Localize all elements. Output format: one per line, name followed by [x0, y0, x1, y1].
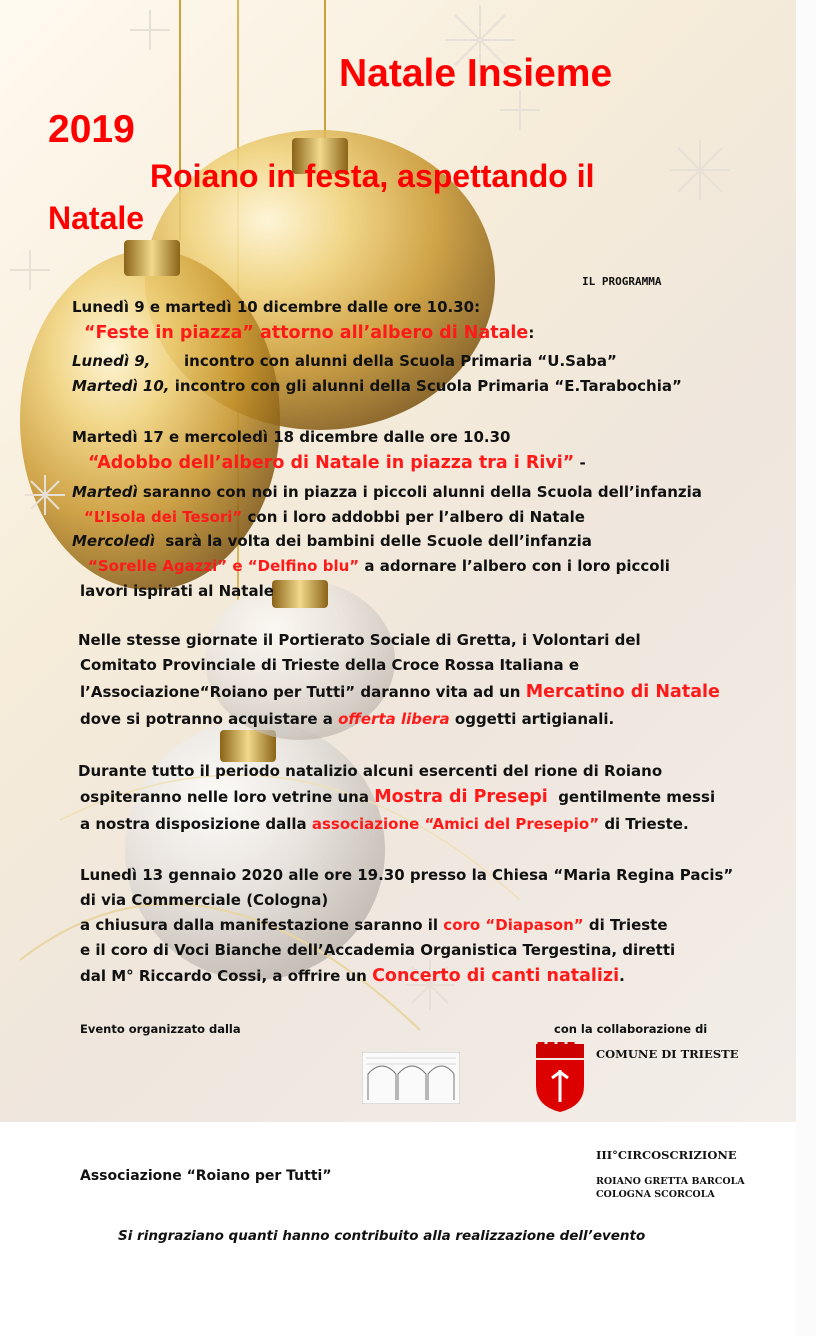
section2-l4-red: “Sorelle Agazzi” e “Delfino blu” [88, 557, 360, 575]
section5-l5-red: Concerto di canti natalizi [372, 966, 620, 986]
section2-line3 [72, 532, 592, 550]
section2-l1-text: saranno con noi in piazza i piccoli alunni della Scuola dell’infanzia [142, 483, 702, 501]
section2-line5: lavori ispirati al Natale [80, 582, 274, 600]
section2-l3-text: sarà la volta dei bambini delle Scuole dell’infanzia [165, 532, 592, 550]
section2-line4 [88, 557, 670, 575]
section2-line1 [72, 483, 702, 501]
section1-event-title: “Feste in piazza” attorno all’albero di Natale [84, 323, 529, 343]
section2-l1-label: Martedì [72, 483, 138, 501]
section4-l2-b: gentilmente messi [558, 788, 716, 806]
section2-dates: Martedì 17 e mercoledì 18 dicembre dalle ore 10.30 [72, 428, 511, 446]
section4-line2 [80, 787, 715, 807]
section4-line3 [80, 815, 689, 833]
thanks-text: Si ringraziano quanti hanno contribuito alla realizzazione dell’evento [118, 1228, 646, 1244]
section3-l4-b: oggetti artigianali. [454, 710, 615, 728]
title-line-3: Roiano in festa, aspettando il [150, 158, 595, 194]
section1-day1-label: Lunedì 9, [72, 352, 151, 370]
section1-day2 [72, 377, 682, 395]
section5-line4: e il coro di Voci Bianche dell’Accademia Organistica Tergestina, diretti [80, 941, 676, 959]
section2-l2-text: con i loro addobbi per l’albero di Natale [247, 508, 585, 526]
districts-line-1: ROIANO GRETTA BARCOLA [596, 1176, 745, 1187]
section2-event [88, 453, 586, 473]
section1-event [84, 323, 534, 343]
section4-line1: Durante tutto il periodo natalizio alcuni esercenti del rione di Roiano [78, 762, 663, 780]
section5-l3-a: a chiusura dalla manifestazione saranno il [80, 916, 439, 934]
section3-line1: Nelle stesse giornate il Portierato Sociale di Gretta, i Volontari del [78, 631, 641, 649]
section5-l3-b: di Trieste [588, 916, 668, 934]
section1-day2-label: Martedì 10, [72, 377, 170, 395]
section1-day2-text: incontro con gli alunni della Scuola Primaria “E.Tarabochia” [174, 377, 682, 395]
section3-l4-a: dove si potranno acquistare a [80, 710, 333, 728]
collaboration-label: con la collaborazione di [554, 1022, 708, 1036]
section4-l2-a: ospiteranno nelle loro vetrine una [80, 788, 369, 806]
section2-event-title: “Adobbo dell’albero di Natale in piazza tra i Rivi” [88, 453, 575, 473]
right-margin [796, 0, 816, 1336]
section1-day1 [72, 352, 617, 370]
association-logo [362, 1052, 460, 1104]
section3-line2: Comitato Provinciale di Trieste della Croce Rossa Italiana e [80, 656, 580, 674]
section3-line4 [80, 710, 614, 728]
section3-l3-red: Mercatino di Natale [525, 682, 720, 702]
organized-by-label: Evento organizzato dalla [80, 1022, 241, 1036]
section2-l4-text: a adornare l’albero con i loro piccoli [364, 557, 670, 575]
association-name: Associazione “Roiano per Tutti” [80, 1168, 332, 1184]
section5-l5-a: dal M° Riccardo Cossi, a offrire un [80, 967, 367, 985]
section2-line2 [84, 508, 585, 526]
section3-line3 [80, 682, 720, 702]
section2-l3-label: Mercoledì [72, 532, 155, 550]
programma-label: IL PROGRAMMA [582, 275, 662, 288]
section1-event-colon: : [528, 324, 535, 342]
section5-l5-b: . [619, 967, 625, 985]
districts-line-2: COLOGNA SCORCOLA [596, 1189, 715, 1200]
title-line-4: Natale [48, 200, 145, 236]
section1-day1-text: incontro con alunni della Scuola Primaria “U.Saba” [184, 352, 617, 370]
comune-name: COMUNE DI TRIESTE [596, 1047, 739, 1061]
section5-line1: Lunedì 13 gennaio 2020 alle ore 19.30 presso la Chiesa “Maria Regina Pacis” [80, 866, 734, 884]
section4-l3-a: a nostra disposizione dalla [80, 815, 307, 833]
section3-l4-red: offerta libera [338, 710, 450, 728]
section4-l3-b: di Trieste. [604, 815, 689, 833]
section5-l3-red: coro “Diapason” [443, 916, 584, 934]
section3-l3-text: l’Associazione“Roiano per Tutti” daranno vita ad un [80, 683, 521, 701]
section4-l3-red: associazione “Amici del Presepio” [311, 815, 600, 833]
section2-l2-red: “L’Isola dei Tesori” [84, 508, 243, 526]
comune-coat-of-arms [532, 1042, 588, 1114]
section4-l2-red: Mostra di Presepi [374, 787, 548, 807]
circoscrizione-label: III°CIRCOSCRIZIONE [596, 1148, 737, 1162]
section1-dates: Lunedì 9 e martedì 10 dicembre dalle ore 10.30: [72, 298, 481, 316]
section5-line5 [80, 966, 625, 986]
title-line-2: 2019 [48, 108, 135, 151]
title-line-1: Natale Insieme [339, 52, 613, 95]
section5-line2: di via Commerciale (Cologna) [80, 891, 329, 909]
section2-event-dash: - [579, 454, 586, 472]
section5-line3 [80, 916, 668, 934]
